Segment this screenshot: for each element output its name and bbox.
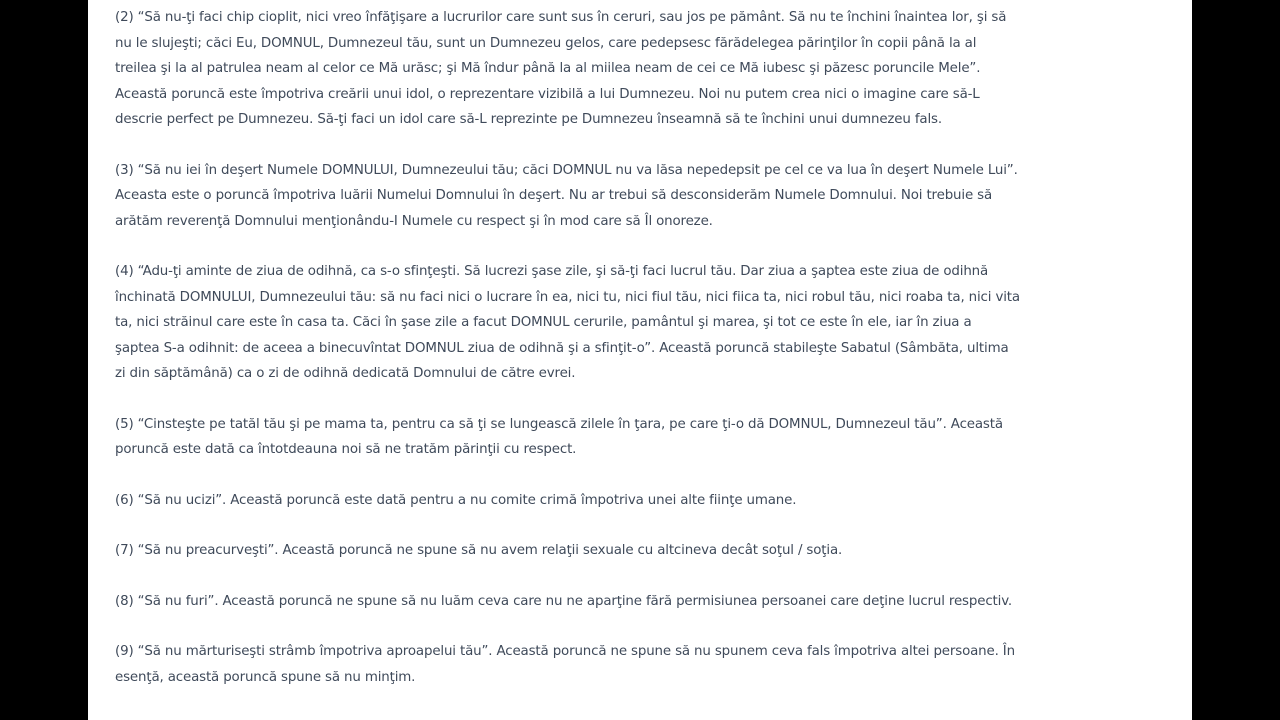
paragraph-commandment-5: (5) “Cinsteşte pe tatăl tău şi pe mama ta, pentru ca să ţi se lungească zilele în ţara, pe care ţi-o dă DOMNUL, Dumnezeul tău”. Această poruncă este dată ca întotdeauna noi să ne tratăm părinţii cu respect. — [115, 416, 1003, 457]
paragraph-commandment-3: (3) “Să nu iei în deşert Numele DOMNULUI, Dumnezeului tău; căci DOMNUL nu va lăsa nepedepsit pe cel ce va lua în deşert Numele Lui”. Aceasta este o poruncă împotriva luării Numelui Domnului în deşert. Nu ar trebui să desconsiderăm Numele Domnului. Noi trebuie să arătăm reverenţă Domnului menţionându-I Numele cu respect şi în mod care să Îl onoreze. — [115, 162, 1018, 229]
paragraph-commandment-4: (4) “Adu-ţi aminte de ziua de odihnă, ca s-o sfinţeşti. Să lucrezi şase zile, şi să-ţi faci lucrul tău. Dar ziua a şaptea este ziua de odihnă închinată DOMNULUI, Dumnezeului tău: să nu faci nici o lucrare în ea, nici tu, nici fiul tău, nici fiica ta, nici robul tău, nici roaba ta, nici vita ta, nici străinul care este în casa ta. Căci în şase zile a facut DOMNUL cerurile, pamântul şi marea, şi tot ce este în ele, iar în ziua a şaptea S-a odihnit: de aceea a binecuvîntat DOMNUL ziua de odihnă şi a sfinţit-o”. Această poruncă stabileşte Sabatul (Sâmbăta, ultima zi din săptămână) ca o zi de odihnă dedicată Domnului de către evrei. — [115, 264, 1020, 381]
document-body — [115, 5, 1020, 715]
paragraph-commandment-9: (9) “Să nu mărturiseşti strâmb împotriva aproapelui tău”. Această poruncă ne spune să nu spunem ceva fals împotriva altei persoane. În esenţă, această poruncă spune să nu minţim. — [115, 644, 1015, 685]
paragraph-commandment-8: (8) “Să nu furi”. Această poruncă ne spune să nu luăm ceva care nu ne aparţine fără permisiunea persoanei care deţine lucrul respectiv. — [115, 593, 1013, 609]
paragraph-commandment-7: (7) “Să nu preacurveşti”. Această poruncă ne spune să nu avem relaţii sexuale cu altcineva decât soţul / soţia. — [115, 543, 843, 558]
paragraph-commandment-6: (6) “Să nu ucizi”. Această poruncă este dată pentru a nu comite crimă împotriva unei alte fiinţe umane. — [115, 492, 797, 508]
paragraph-commandment-2: (2) “Să nu-ţi faci chip cioplit, nici vreo înfăţişare a lucrurilor care sunt sus în ceruri, sau jos pe pământ. Să nu te închini înaintea lor, şi să nu le slujeşti; căci Eu, DOMNUL, Dumnezeul tău, sunt un Dumnezeu gelos, care pedepsesc fărădelegea părinţilor în copii până la al treilea şi la al patrulea neam al celor ce Mă urăsc; şi Mă îndur până la al miilea neam de cei ce Mă iubesc şi păzesc poruncile Mele”. Această poruncă este împotriva creării unui idol, o reprezentare vizibilă a lui Dumnezeu. Noi nu putem crea nici o imagine care să-L descrie perfect pe Dumnezeu. Să-ţi faci un idol care să-L reprezinte pe Dumnezeu înseamnă să te închini unui dumnezeu fals. — [115, 10, 1007, 127]
document-page — [88, 0, 1192, 720]
